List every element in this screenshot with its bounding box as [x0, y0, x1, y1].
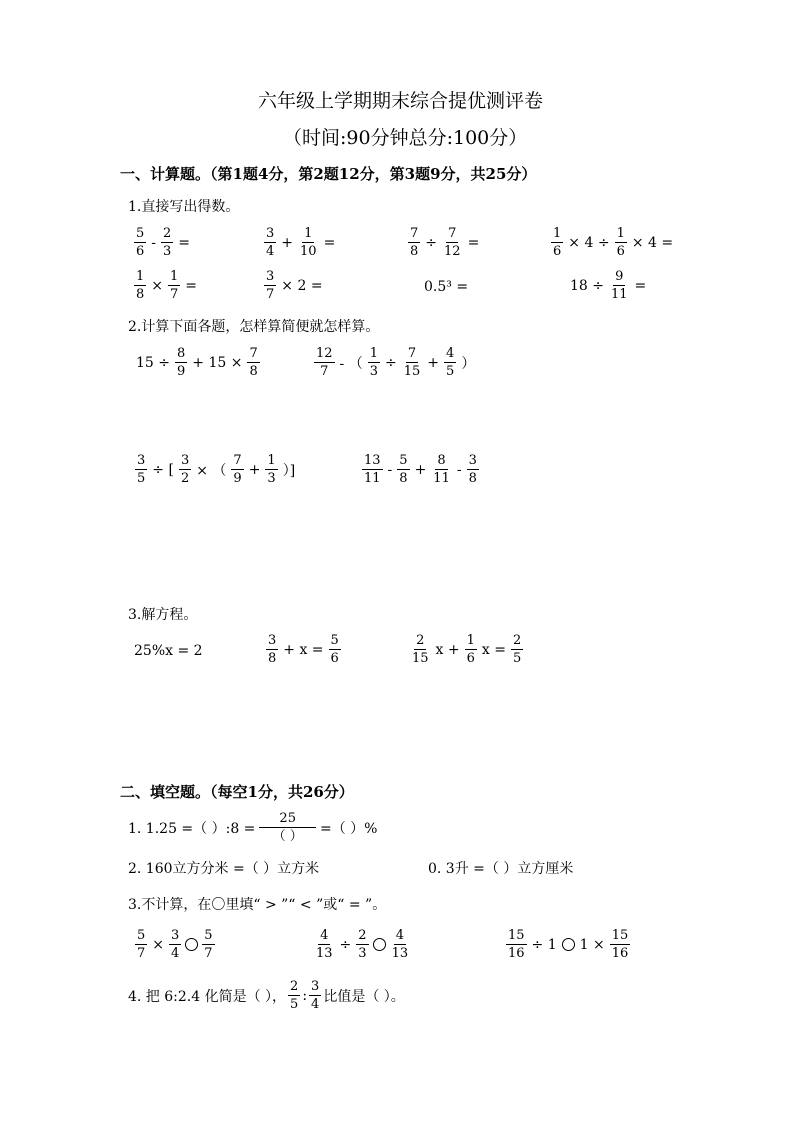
fraction: $\frac{7}{9}$ [233, 453, 242, 486]
q2-expr-4: $\frac{13}{11}$ - $\frac{5}{8}$ + $\frac{8}{11}$ - $\frac{3}{8}$ [364, 453, 477, 486]
fraction: $\frac{2}{3}$ [163, 226, 172, 259]
fraction: $\frac{12}{7}$ [316, 346, 333, 379]
section2-heading: 二、填空题。（每空1分，共26分） [120, 783, 354, 801]
fraction: $\frac{3}{8}$ [268, 633, 277, 666]
q1-label: 1.直接写出得数。 [128, 199, 240, 215]
fraction: $\frac{9}{11}$ [611, 269, 628, 302]
fraction: $\frac{1}{7}$ [170, 269, 179, 302]
fraction: $\frac{3}{5}$ [137, 453, 146, 486]
page-title: 六年级上学期期末综合提优测评卷 [258, 90, 544, 112]
page-subtitle: （时间:90分钟总分:100分） [283, 127, 528, 149]
fraction: $\frac{13}{11}$ [364, 453, 381, 486]
fraction: $\frac{1}{10}$ [300, 226, 317, 259]
fraction: $\frac{1}{8}$ [136, 269, 145, 302]
fraction: $\frac{1}{3}$ [369, 346, 379, 379]
fraction: $\frac{7}{15}$ [403, 346, 421, 379]
fraction: $\frac{2}{5}$ [512, 633, 522, 666]
fraction: $\frac{3}{7}$ [266, 269, 275, 302]
q1-expr-7: 0.5³ = [424, 279, 469, 295]
fill-q2-left: 2. 160立方分米 =（ ）立方米 [128, 861, 320, 877]
compare-circle-icon[interactable] [373, 938, 386, 951]
fraction: $\frac{3}{4}$ [266, 226, 275, 259]
fraction: $\frac{4}{13}$ [316, 928, 333, 961]
q1-expr-8: 18 ÷ $\frac{9}{11}$ = [570, 269, 647, 302]
section1-heading: 一、计算题。（第1题4分，第2题12分，第3题9分，共25分） [120, 165, 537, 183]
fill-q3-label: 3.不计算，在〇里填“ > ”“ < ”或“ = ”。 [128, 897, 387, 913]
fraction: $\frac{3}{4}$ [311, 979, 320, 1012]
fraction-with-blank: $\frac{25}{( )}$ [259, 812, 316, 843]
fill-q4: 4. 把 6:2.4 化简是（ ）， $\frac{2}{5}$ : $\frac{3}{4}$ 比值是（ ）。 [128, 979, 405, 1012]
fraction: $\frac{15}{16}$ [611, 928, 629, 961]
fraction: $\frac{3}{2}$ [180, 453, 190, 486]
fraction: $\frac{7}{8}$ [249, 346, 258, 379]
fraction: $\frac{8}{9}$ [177, 346, 186, 379]
q2-label: 2.计算下面各题，怎样算简便就怎样算。 [128, 319, 380, 335]
fraction: $\frac{2}{5}$ [290, 979, 299, 1012]
fraction: $\frac{1}{6}$ [553, 226, 562, 259]
q2-expr-1: 15 ÷ $\frac{8}{9}$ + 15 × $\frac{7}{8}$ [136, 346, 258, 379]
fraction: $\frac{1}{6}$ [466, 633, 475, 666]
q2-expr-3: $\frac{3}{5}$ ÷ [ $\frac{3}{2}$ × （ $\frac{7}{9}$ + $\frac{1}{3}$ ）] [137, 453, 296, 486]
fraction: $\frac{8}{11}$ [433, 453, 450, 486]
fraction: $\frac{2}{15}$ [412, 633, 429, 666]
fraction: $\frac{4}{5}$ [446, 346, 455, 379]
q1-expr-1: $\frac{5}{6}$ - $\frac{2}{3}$ = [136, 226, 191, 259]
fraction: $\frac{7}{12}$ [444, 226, 461, 259]
q3-expr-2: $\frac{3}{8}$ + x = $\frac{5}{6}$ [268, 633, 339, 666]
fill-q3-expr-3: $\frac{15}{16}$ ÷ 1 1 × $\frac{15}{16}$ [508, 928, 629, 961]
q1-expr-4: $\frac{1}{6}$ × 4 ÷ $\frac{1}{6}$ × 4 = [553, 226, 674, 259]
q1-expr-5: $\frac{1}{8}$ × $\frac{1}{7}$ = [136, 269, 198, 302]
fraction: $\frac{4}{13}$ [391, 928, 409, 961]
fraction: $\frac{5}{6}$ [136, 226, 145, 259]
fill-q3-expr-1: $\frac{5}{7}$ × $\frac{3}{4}$ $\frac{5}{7}$ [137, 928, 213, 961]
q3-expr-3: $\frac{2}{15}$ x + $\frac{1}{6}$ x = $\frac{2}{5}$ [412, 633, 522, 666]
fraction: $\frac{2}{3}$ [358, 928, 367, 961]
fill-q3-expr-2: $\frac{4}{13}$ ÷ $\frac{2}{3}$ $\frac{4}{13}$ [316, 928, 409, 961]
fraction: $\frac{5}{8}$ [399, 453, 408, 486]
fraction: $\frac{3}{8}$ [468, 453, 477, 486]
fraction: $\frac{1}{3}$ [267, 453, 276, 486]
fill-q1: 1. 1.25 =（ ）:8 = $\frac{25}{( )}$ =（ ）% [128, 811, 378, 844]
fraction: $\frac{5}{7}$ [137, 928, 146, 961]
q1-expr-6: $\frac{3}{7}$ × 2 = [266, 269, 323, 302]
compare-circle-icon[interactable] [562, 938, 575, 951]
q2-expr-2: $\frac{12}{7}$ - （ $\frac{1}{3}$ ÷ $\frac{7}{15}$ + $\frac{4}{5}$ ） [316, 346, 476, 379]
fraction: $\frac{15}{16}$ [508, 928, 525, 961]
fraction: $\frac{1}{6}$ [616, 226, 625, 259]
q1-expr-2: $\frac{3}{4}$ + $\frac{1}{10}$ = [266, 226, 336, 259]
q1-expr-3: $\frac{7}{8}$ ÷ $\frac{7}{12}$ = [410, 226, 480, 259]
fraction: $\frac{3}{4}$ [171, 928, 180, 961]
fraction: $\frac{5}{6}$ [330, 633, 339, 666]
fill-q2-right: 0. 3升 =（ ）立方厘米 [428, 861, 574, 877]
compare-circle-icon[interactable] [185, 938, 198, 951]
q3-expr-1: 25%x = 2 [134, 643, 203, 659]
fraction: $\frac{5}{7}$ [204, 928, 213, 961]
q3-label: 3.解方程。 [128, 607, 198, 623]
fraction: $\frac{7}{8}$ [410, 226, 419, 259]
